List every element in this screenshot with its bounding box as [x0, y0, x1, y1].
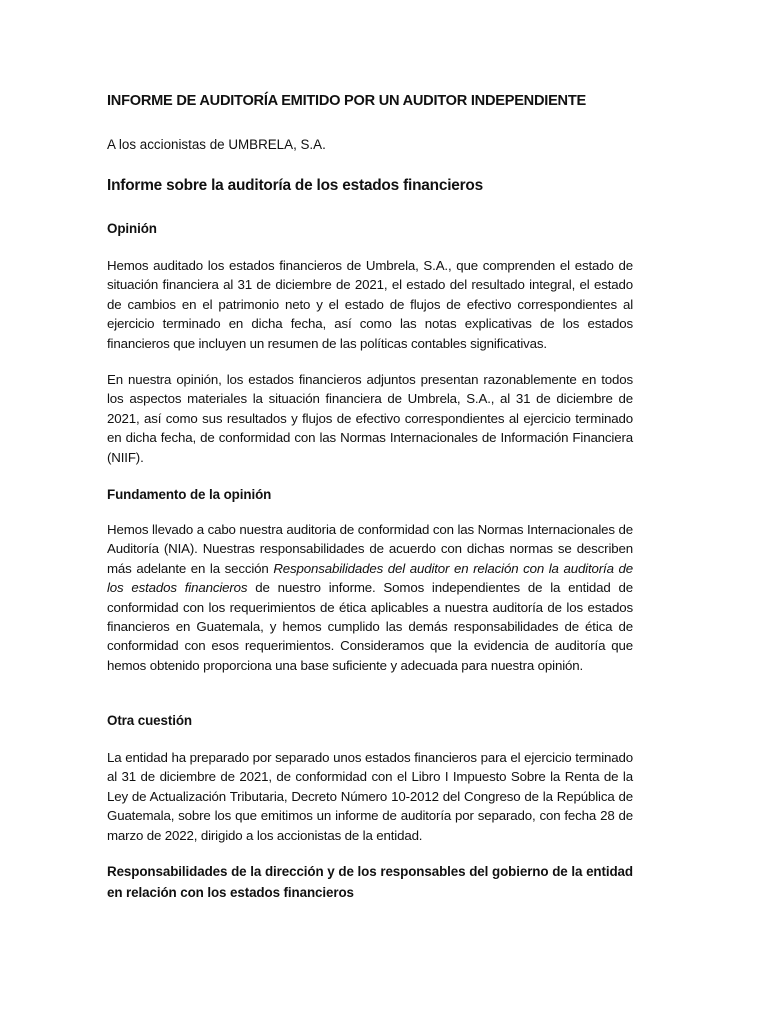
- report-title: INFORME DE AUDITORÍA EMITIDO POR UN AUDITOR INDEPENDIENTE: [107, 93, 586, 109]
- otra-cuestion-paragraph: La entidad ha preparado por separado unos estados financieros para el ejercicio terminado al 31 de diciembre de 2021, de conformidad con el Libro I Impuesto Sobre la Renta de la Ley de Actualización Tributaria, Decreto Número 10-2012 del Congreso de la República de Guatemala, sobre los que emitimos un informe de auditoría por separado, con fecha 28 de marzo de 2022, dirigido a los accionistas de la entidad.: [107, 750, 633, 843]
- heading-responsabilidades: Responsabilidades de la dirección y de los responsables del gobierno de la entidad en relación con los estados financieros: [107, 864, 633, 900]
- fundamento-text-before: Hemos llevado a cabo nuestra auditoria de conformidad con las Normas Internacionales de Auditoría (NIA). Nuestras responsabilidades de acuerdo con dichas normas se describen más adelante en la sección: [107, 522, 633, 576]
- salutation: A los accionistas de UMBRELA, S.A.: [107, 137, 326, 152]
- fundamento-italic-reference: Responsabilidades del auditor en relación con la auditoría de los estados financieros: [107, 560, 633, 596]
- opinion-paragraph-1: Hemos auditado los estados financieros de Umbrela, S.A., que comprenden el estado de situación financiera al 31 de diciembre de 2021, el estado del resultado integral, el estado de cambios en el patrimonio neto y el estado de flujos de efectivo correspondientes al ejercicio terminado en dicha fecha, así como las notas explicativas de los estados financieros que incluyen un resumen de las políticas contables significativas.: [107, 258, 633, 351]
- heading-opinion: Opinión: [107, 221, 157, 236]
- heading-fundamento: Fundamento de la opinión: [107, 487, 272, 502]
- section-title: Informe sobre la auditoría de los estados financieros: [107, 177, 483, 194]
- fundamento-text-after: de nuestro informe. Somos independientes de la entidad de conformidad con los requerimientos de ética aplicables a nuestra auditoría de los estados financieros en Guatemala, y hemos cumplido las demás responsabilidades de ética de conformidad con esos requerimientos. Consideramos que la evidencia de auditoría que hemos obtenido proporciona una base suficiente y adecuada para nuestra opinión.: [107, 580, 633, 673]
- opinion-paragraph-2: En nuestra opinión, los estados financieros adjuntos presentan razonablemente en todos los aspectos materiales la situación financiera de Umbrela, S.A., al 31 de diciembre de 2021, así como sus resultados y flujos de efectivo correspondientes al ejercicio terminado en dicha fecha, de conformidad con las Normas Internacionales de Información Financiera (NIIF).: [107, 372, 633, 465]
- heading-otra-cuestion: Otra cuestión: [107, 713, 193, 728]
- fundamento-paragraph: [107, 520, 633, 675]
